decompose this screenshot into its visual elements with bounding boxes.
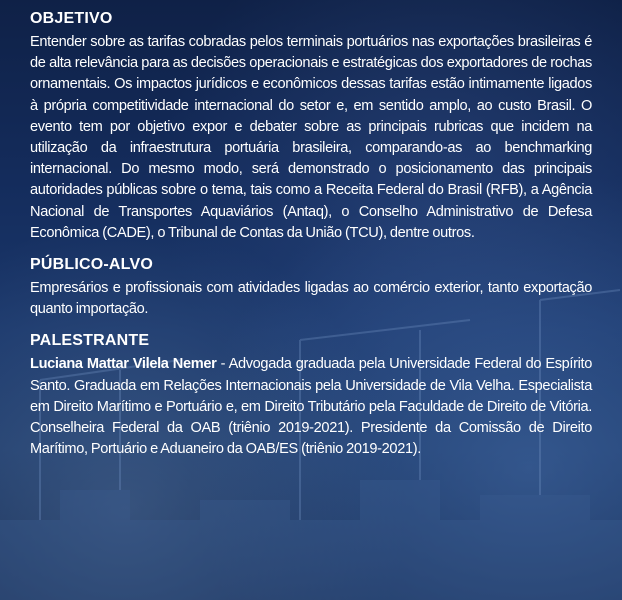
speaker-bio: - Advogada graduada pela Universidade Federal do Espírito Santo. Graduada em Relações Internacionais pela Universidade de Vila Velha. Especialista em Direito Marítimo e Portuário e, em Direito Tributário pela Faculdade de Direito de Vitória. Conselheira Federal da OAB (triênio 2019-2021). Presidente da Comissão de Direito Marítimo, Portuário e Aduaneiro da OAB/ES (triênio 2019-2021). [30,356,592,458]
publico-alvo-text: Empresários e profissionais com atividades ligadas ao comércio exterior, tanto exportação quanto importação. [30,280,592,318]
publico-alvo-heading: PÚBLICO-ALVO [30,256,153,274]
event-description [30,8,592,470]
palestrante-heading: PALESTRANTE [30,332,150,350]
speaker-name: Luciana Mattar Vilela Nemer [30,356,217,373]
palestrante-text [30,354,592,460]
objetivo-heading: OBJETIVO [30,10,113,27]
objetivo-text: Entender sobre as tarifas cobradas pelos terminais portuários nas exportações brasileiras é de alta relevância para as decisões operacionais e estratégicas dos exportadores de rochas ornamentais. Os impactos jurídicos e econômicos dessas tarifas estão intimamente ligados à própria competitividade internacional do setor e, em sentido amplo, ao custo Brasil. O evento tem por objetivo expor e debater sobre as principais rubricas que incidem na utilização da infraestrutura portuária brasileira, comparando-as ao benchmarking internacional. Do mesmo modo, será demonstrado o posicionamento das principais autoridades públicas sobre o tema, tais como a Receita Federal do Brasil (RFB), a Agência Nacional de Transportes Aquaviários (Antaq), o Conselho Administrativo de Defesa Econômica (CADE), o Tribunal de Contas da União (TCU), dentre outros. [30,34,592,241]
